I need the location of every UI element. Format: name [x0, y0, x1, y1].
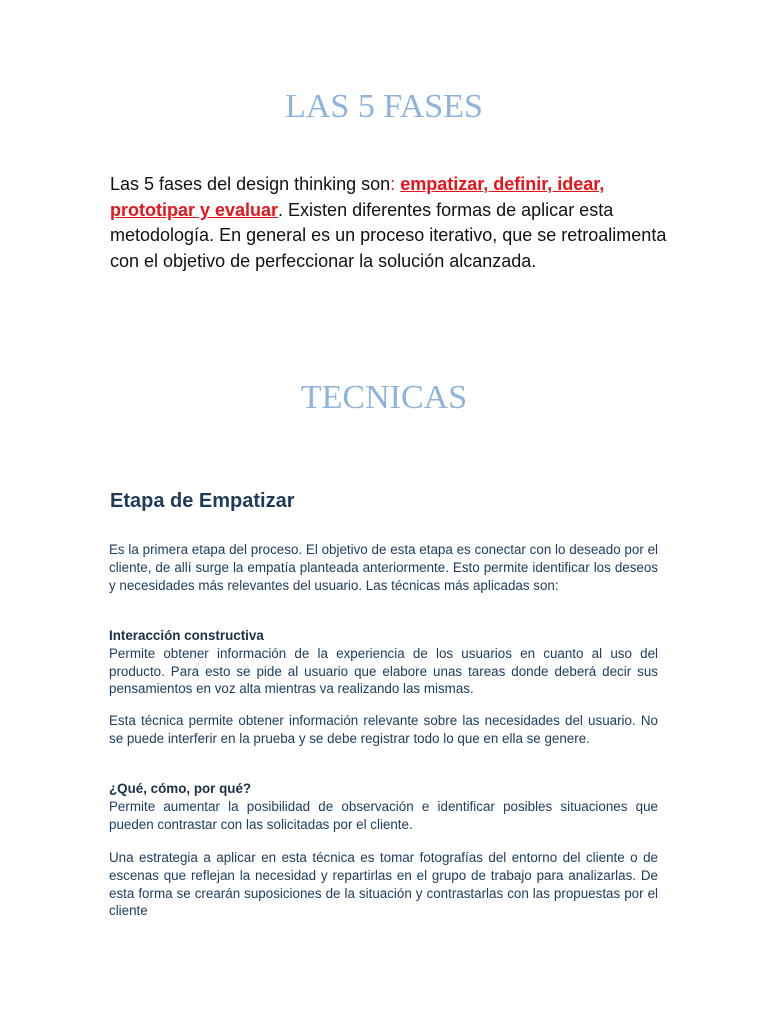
- title-tecnicas: TECNICAS: [300, 379, 468, 416]
- intro-highlighted-phases: empatizar, definir, idear, prototipar y evaluar: [110, 174, 605, 220]
- section-intro-paragraph: Es la primera etapa del proceso. El objetivo de esta etapa es conectar con lo deseado por el cliente, de allí surge la empatía planteada anteriormente. Esto permite identificar los deseos y necesidades más relevantes del usuario. Las técnicas más aplicadas son:: [109, 542, 658, 593]
- technique-paragraph-secondary: Esta técnica permite obtener información relevante sobre las necesidades del usuario. No se puede interferir en la prueba y se debe registrar todo lo que en ella se genere.: [109, 713, 658, 746]
- title-las-5-fases: LAS 5 FASES: [285, 88, 483, 125]
- intro-text-before: Las 5 fases del design thinking son: [110, 174, 391, 194]
- technique-title: ¿Qué, cómo, por qué?: [109, 781, 252, 796]
- intro-paragraph: [110, 172, 670, 274]
- technique-paragraph-secondary: Una estrategia a aplicar en esta técnica es tomar fotografías del entorno del cliente o de escenas que reflejan la necesidad y repartirlas en el grupo de trabajo para analizarlas. De esta forma se crearán suposiciones de la situación y contrastarlas con las propuestas por el cliente: [109, 850, 658, 919]
- intro-colon: :: [390, 174, 401, 194]
- section-heading-empatizar: Etapa de Empatizar: [110, 490, 295, 512]
- technique-paragraph: Permite aumentar la posibilidad de observación e identificar posibles situaciones que pueden contrastar con las solicitadas por el cliente.: [109, 798, 658, 832]
- technique-title: Interacción constructiva: [109, 628, 264, 643]
- technique-interaccion-constructiva: [109, 627, 658, 698]
- technique-que-como-por-que: [109, 780, 658, 833]
- intro-text-after: . Existen diferentes formas de aplicar esta metodología. En general es un proceso iterativo, que se retroalimenta con el objetivo de perfeccionar la solución alcanzada.: [110, 199, 667, 271]
- technique-paragraph: Permite obtener información de la experiencia de los usuarios en cuanto al uso del producto. Para esto se pide al usuario que elabore unas tareas donde deberá decir sus pensamientos en voz alta mientras va realizando las mismas.: [109, 645, 658, 697]
